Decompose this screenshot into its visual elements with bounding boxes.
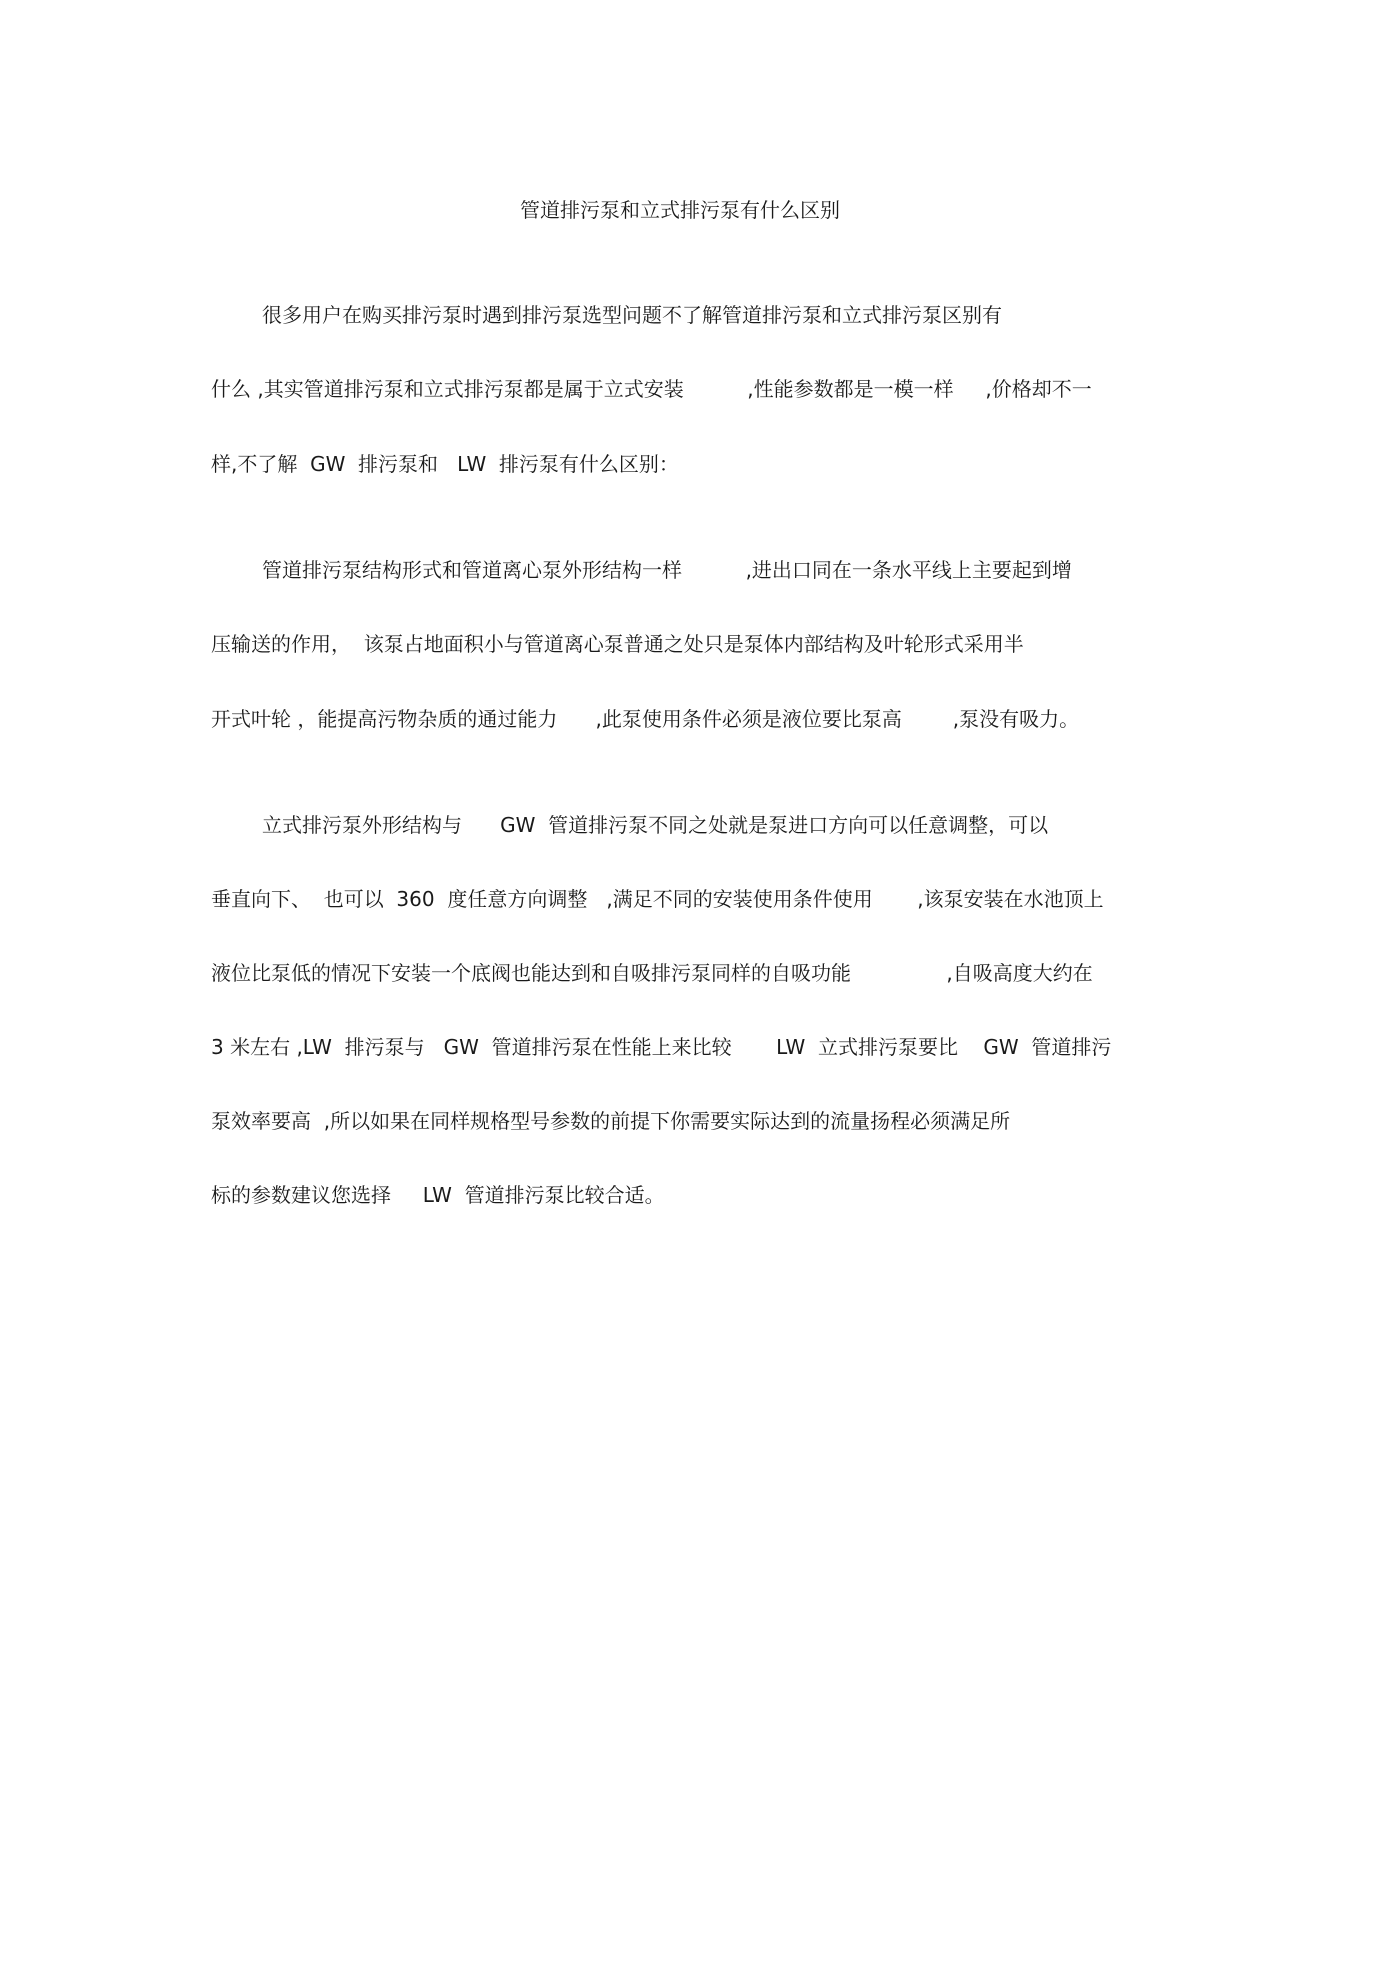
paragraph-1-line-3: 样,不了解 GW 排污泵和 LW 排污泵有什么区别： <box>211 452 679 476</box>
paragraph-3-line-1: 立式排污泵外形结构与 GW 管道排污泵不同之处就是泵进口方向可以任意调整，可以 <box>262 813 1049 837</box>
paragraph-3-line-3: 液位比泵低的情况下安装一个底阀也能达到和自吸排污泵同样的自吸功能 ,自吸高度大约在 <box>211 961 1093 985</box>
paragraph-3-line-6: 标的参数建议您选择 LW 管道排污泵比较合适。 <box>211 1183 665 1207</box>
paragraph-3-line-2: 垂直向下、 也可以 360 度任意方向调整 ,满足不同的安装使用条件使用 ,该泵安装在水池顶上 <box>211 887 1104 911</box>
document-title: 管道排污泵和立式排污泵有什么区别 <box>520 198 840 222</box>
paragraph-2-line-2: 压输送的作用， 该泵占地面积小与管道离心泵普通之处只是泵体内部结构及叶轮形式采用半 <box>211 632 1024 656</box>
paragraph-2-line-3: 开式叶轮 ，能提高污物杂质的通过能力 ,此泵使用条件必须是液位要比泵高 ,泵没有吸力。 <box>211 707 1080 731</box>
paragraph-2-line-1: 管道排污泵结构形式和管道离心泵外形结构一样 ,进出口同在一条水平线上主要起到增 <box>262 558 1072 582</box>
paragraph-3-line-5: 泵效率要高 ,所以如果在同样规格型号参数的前提下你需要实际达到的流量扬程必须满足所 <box>211 1109 1011 1133</box>
paragraph-3-line-4: 3 米左右 ,LW 排污泵与 GW 管道排污泵在性能上来比较 LW 立式排污泵要比 GW 管道排污 <box>211 1035 1112 1059</box>
paragraph-1-line-1: 很多用户在购买排污泵时遇到排污泵选型问题不了解管道排污泵和立式排污泵区别有 <box>262 303 1002 327</box>
paragraph-1-line-2: 什么 ,其实管道排污泵和立式排污泵都是属于立式安装 ,性能参数都是一模一样 ,价格却不一 <box>211 377 1092 401</box>
